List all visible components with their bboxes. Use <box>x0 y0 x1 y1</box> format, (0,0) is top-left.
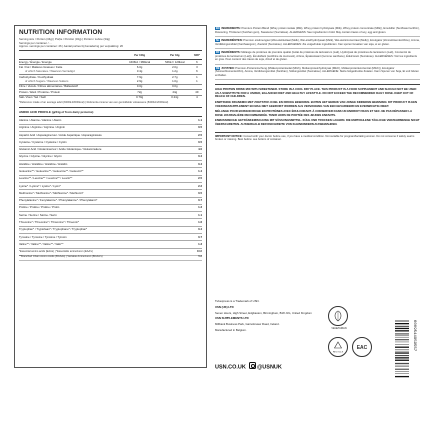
barcode-bar <box>395 339 409 340</box>
amino-row <box>19 146 202 153</box>
nutrition-label: Fat / Fat / Matières Grasses / Fette <box>19 65 121 70</box>
nutrition-per-serving: 0.0g <box>158 84 192 89</box>
ingredient-text: Mélange de protéines de première qualité (Isolat de protéines de lactosérum (Lait), Hydrolysat de protéines de lactosérum (Lait), Concentré de protéines de lactosérum (Lait)), Émulsifiant (Lécithine de tournesol), Arôme, Épaississant (Gomme xanthane), Édulcorant (Sucralose). ALLERGÈNES: Voir les ingrédients en gras. Peut contenir des traces de soja, d'œuf et de gluten. <box>215 51 417 61</box>
amino-name: Methionine* / Methionine* / Méthionine* / Methionin* <box>19 190 188 197</box>
amino-row <box>19 241 202 248</box>
barcode-bar <box>395 360 409 361</box>
warning-text: MÉLANGE POUR BOISSON RICHE EN PROTÉINES AVEC ÉDULCORANT. À CONSERVER DANS UN ENDROIT FRAIS ET SEC. NE PAS DÉPASSER LA DOSE JOURNALIÈRE RECOMMANDÉE. TENIR HORS DE PORTÉE DES JEUNES ENFANTS. <box>215 109 412 117</box>
amino-name: Cysteine / Cysteïne / Cystéine / Cystin <box>19 139 188 146</box>
nutrition-per-serving: 1.0g <box>172 79 178 84</box>
amino-value: 1.4 <box>188 168 202 175</box>
language-flag: DE <box>216 66 220 70</box>
amino-row <box>19 139 202 146</box>
nutrition-per100: 0.0g <box>121 84 158 89</box>
amino-summary-label: **Branched Chain Amino Acids (BCAAs) | Vertakte Aminozuren (BCAA's) <box>19 255 103 259</box>
ingredient-block <box>215 67 420 81</box>
nutrition-ri: 1 <box>192 75 202 80</box>
nutrition-per100: 6.0g <box>121 65 158 70</box>
amino-row <box>19 212 202 219</box>
barcode-bar <box>395 330 409 331</box>
important-notice <box>215 135 420 142</box>
serving-line: Serving size / Portion (34g) | Porție / Porción (34g) | Portion / Lubne (34g) <box>19 38 110 42</box>
amino-row <box>19 226 202 233</box>
nutrition-ri: 6 <box>196 69 198 74</box>
amino-name: Alanine / Alanine / Alanine / Alanin <box>19 117 188 124</box>
nutrition-title: NUTRITION INFORMATION <box>19 29 103 36</box>
amino-row <box>19 197 202 204</box>
nutrition-per100: 3.4g <box>136 69 143 74</box>
notice-heading: IMPORTANT NOTICE: <box>215 134 243 138</box>
ingredient-heading: ZUTATEN: <box>221 66 235 70</box>
amino-name: Serine / Serine / Sérine / Serin <box>19 212 188 219</box>
amino-value: 0.7 <box>188 233 202 240</box>
amino-summary-row <box>19 256 202 261</box>
nutrition-label: of which Saturates / Waarvan Verzadigd <box>25 69 75 74</box>
amino-row <box>19 124 202 131</box>
warning-block <box>215 84 420 133</box>
instagram-icon <box>249 362 256 369</box>
barcode-bar <box>395 363 409 364</box>
amino-value: 1.3 <box>188 241 202 248</box>
amino-value: 4.0 <box>188 146 202 153</box>
nutrition-ri: 4 <box>192 95 202 100</box>
barcode-bar <box>395 369 409 370</box>
nutrition-label: Fibre / Vezels / Fibres alimentaires / Ballaststoff <box>19 84 121 89</box>
social-handle[interactable]: @USNUK <box>256 364 282 371</box>
nutrition-col-header: Per 100g <box>121 54 158 59</box>
manufacturer-address <box>215 300 320 335</box>
barcode <box>395 320 417 380</box>
amino-name: Tyrosine / Tyrosine / Tyrosine / Tyrosin <box>19 233 188 240</box>
amino-name: Histidine / Histidine / Histidine / Histidin <box>19 161 188 168</box>
nutrition-label: Salt / Zout / Sel / Salz <box>19 95 121 100</box>
amino-row <box>19 168 202 175</box>
serving-line: Approx. servings per container: 26 | Aantal porties bij benadering per verpakking: 26 <box>19 44 123 48</box>
barcode-bar <box>395 376 409 377</box>
reference-intake-note: *Reference intake of an average adult (8400kJ/2000kcal) | Referentie-inname van een gemiddelde volwassene (8400kJ/2000kcal) <box>19 100 202 108</box>
manufacturer-area <box>215 300 420 370</box>
vegetarian-icon <box>328 306 348 326</box>
amino-name: Valine** / Valine** / Valine** / Valin** <box>19 241 188 248</box>
ingredient-heading: INGRÉDIENTS: <box>221 51 241 54</box>
amino-value: 1.3 <box>188 204 202 211</box>
ingredient-text: Premium Protein Blend (Whey protein isolate (Milk), Whey protein hydrolysate (Milk), Whey protein concentrate (Milk)), Emulsifier (Sunflower lecithin), Flavouring, Thickener (Xanthan gum), Sweetener (Sucralose). ALLERGENS: See ingredients in bold. May contain traces of soy, egg and gluten. <box>215 27 420 34</box>
nutrition-table <box>19 54 202 100</box>
amino-row <box>19 183 202 190</box>
recycle-icon <box>328 337 348 357</box>
amino-value: 0.5 <box>188 190 202 197</box>
amino-name: Threonine* / Threonine* / Thréonine* / Threonin* <box>19 219 188 226</box>
amino-name: Glutamic Acid / Glutaminezuur / Acide Glutamique / Glutaminsäure <box>19 146 188 153</box>
amino-row <box>19 132 202 139</box>
amino-summary-value: 5.2 <box>198 255 202 259</box>
amino-summary-value: 10.6 <box>196 250 202 254</box>
nutrition-ri: 1 <box>196 79 198 84</box>
language-flag: NL <box>216 39 220 42</box>
warning-text: HIGH PROTEIN DRINK MIX WITH SWEETENER. STORE IN A COOL DRY PLACE. THIS PRODUCT IS A FOOD SUPPLEMENT AND SHOULD NOT BE USED AS A SUBSTITUTE FOR A VARIED, BALANCED DIET AND HEALTHY LIFESTYLE. DO NOT EXCEED THE RECOMMENDED DAILY DOSE. KEEP OUT OF REACH OF CHILDREN. <box>215 87 417 99</box>
amino-value: 0.5 <box>188 139 202 146</box>
trademark-note: Tubexpress is a Trademark of USN. <box>215 299 260 303</box>
leaf-icon <box>329 307 347 325</box>
company-address: Seven Hours, High Street, Edgbaston, Birmingham, B18 JJG, United Kingdom <box>215 310 312 315</box>
nutrition-per-serving: 546kJ / 129kcal <box>158 59 192 64</box>
amino-row <box>19 117 202 124</box>
amino-name: Phenylalanine* / Fenylalanine* / Phénylalanine* / Phenylalanin* <box>19 197 188 204</box>
recycle-label: RECYCLE <box>332 351 344 354</box>
eac-mark-icon <box>353 338 371 356</box>
amino-value: 0.4 <box>188 153 202 160</box>
amino-name: Glycine / Glycine / Glycine / Glycin <box>19 153 188 160</box>
company-address: Millbank Business Park, Garrettsview Road, Ireland. <box>215 322 280 327</box>
amino-value: 1.6 <box>188 219 202 226</box>
amino-name: Isoleucine** / Isoleucine** / Isoleucine** / Isoleucin** <box>19 168 188 175</box>
amino-value: 2.5 <box>188 132 202 139</box>
ingredient-block <box>215 39 420 49</box>
barcode-bar <box>395 355 409 356</box>
website-link[interactable]: USN.CO.UK <box>215 364 246 371</box>
amino-row <box>19 175 202 182</box>
amino-name: Tryptophan* / Tryptofaan* / Tryptophane* / Tryptophan* <box>19 226 188 233</box>
notice-text: Consult with your doctor before use, if you have a medical condition. Not suitable for pregnant/lactating women. Do not consume if safety seal is broken or missing. Best before: see bottom of container. <box>215 134 415 142</box>
ingredient-text: Premium-Proteinmischung (Molkenproteinisolat (Milch), Molkenproteinhydrolysat (Milch), Molkenproteinkonzentrat (Milch)), Emulgator (Sonnenblumenlecithin), Aroma, Verdickungsmittel (Xanthan), Süßungsmittel (Sucralose). ALLERGENE: Siehe fettgedruckte Zutaten. Kann Spuren von Soja, Ei und Gluten enthalten. <box>215 66 419 77</box>
amino-row <box>19 219 202 226</box>
serving-line: Servings per container / ... <box>19 41 52 45</box>
barcode-bar <box>395 352 409 353</box>
nutrition-per-serving: 0.24g <box>158 95 192 100</box>
amino-name: Aspartic Acid / Asparaginezuur / Acide Aspartique / Asparaginsäure <box>19 132 188 139</box>
nutrition-ri: 3 <box>192 65 202 70</box>
amino-summary <box>19 251 202 261</box>
barcode-bar <box>395 328 409 329</box>
serving-info <box>19 38 202 51</box>
nutrition-table-body <box>19 59 202 100</box>
company-name: USN SUPPLEMENTS LTD <box>215 316 249 321</box>
social-links <box>215 362 282 371</box>
ingredient-heading: INGREDIENTS: <box>221 27 241 30</box>
language-flag: EN <box>216 27 220 30</box>
nutrition-ri: 49 <box>192 90 202 95</box>
nutrition-per100: 72g <box>121 90 158 95</box>
eac-label: EAC <box>356 345 368 351</box>
amino-row <box>19 161 202 168</box>
amino-acid-table <box>19 117 202 248</box>
amino-row <box>19 190 202 197</box>
amino-value: 2.2 <box>188 183 202 190</box>
nutrition-per-serving: 2.7g <box>158 75 192 80</box>
nutrition-per-serving: 24g <box>158 90 192 95</box>
amino-value: 0.4 <box>188 226 202 233</box>
ingredient-block <box>215 27 420 37</box>
amino-row <box>19 204 202 211</box>
barcode-bars <box>395 320 409 378</box>
amino-name: Leucine** / Leucine** / Leucine** / Leucin** <box>19 175 188 182</box>
barcode-bar <box>395 334 409 335</box>
nutrition-col-header: %RI* <box>192 54 202 59</box>
ingredient-block <box>215 51 420 65</box>
barcode-number: 6009544959557 <box>412 320 416 352</box>
nutrition-label: Protein / Eiwit / Protéine / Protein <box>19 90 121 95</box>
amino-value: 0.7 <box>188 197 202 204</box>
ingredient-text: Premium eiwitmengsel (Wei-eiwitisolaat (Melk), Wei-eiwithydrolysaat (Melk), Wei-eiwitconcentraat (Melk)), Emulgator (Zonnebloemlecithine), Aroma, Verdikkingsmiddel (Xanthaangom), Zoetstof (Sucralose). ALLERGENEN: Zie vetgedrukte ingrediënten. Kan sporen bevatten van soja, ei en gluten. <box>215 39 420 46</box>
nutrition-per100: 7.9g <box>121 75 158 80</box>
nutrition-col-header: Per 34g <box>158 54 192 59</box>
amino-row <box>19 233 202 240</box>
barcode-bar <box>395 323 409 324</box>
eac-icon <box>352 337 372 357</box>
nutrition-panel <box>14 25 207 368</box>
nutrition-per100: 1606kJ / 380kcal <box>121 59 158 64</box>
barcode-bar <box>395 357 409 358</box>
nutrition-label: Carbohydrate / Koolhydraat <box>19 75 121 80</box>
amino-row <box>19 153 202 160</box>
amino-profile-title: AMINO ACID PROFILE (g/34g of from dairy proteins) <box>19 110 202 117</box>
amino-value: 1.1 <box>188 212 202 219</box>
company-name: USN (UK) LTD <box>215 304 234 309</box>
nutrition-per100: 2.9g <box>136 79 143 84</box>
barcode-bar <box>395 326 409 327</box>
warning-text: EIWEISSREICHE GETRÄNKEMISCHUNG MIT SÜSSUNGSMITTEL. KÜHL UND TROCKEN LAGERN. DIE EMPFOHLENE TÄGLICHE VERZEHRMENGE NICHT ÜBERSCHREITEN. AUSSERHALB DER REICHWEITE VON KLEINKINDERN AUFBEWAHREN. <box>215 118 420 126</box>
nutrition-ri: 6 <box>192 59 202 64</box>
recycle-arrows-icon <box>329 338 347 356</box>
made-in-note: Manufactured in Belgium. <box>215 327 247 332</box>
warning-text: EIWITRIJKE DRANKMIX MET ZOETSTOF. KOEL EN DROOG BEWAREN. BUITEN HET BEREIK VAN JONGE KINDEREN BEWAREN. DIT PRODUCT IS EEN VOEDINGSSUPPLEMENT EN MAG NIET GEBRUIKT WORDEN ALS VERVANGING VAN EEN GEVARIEERD EN EVENWICHTIG DIEET. <box>215 99 418 108</box>
amino-name: Arginine / Arginine / Arginine / Arginin <box>19 124 188 131</box>
nutrition-per-serving: 1.2g <box>172 69 178 74</box>
amino-value: 1.1 <box>188 117 202 124</box>
vegetarian-label: VEGETARIAN <box>331 327 347 330</box>
language-flag: FR <box>216 51 220 54</box>
amino-value: 2.5 <box>188 175 202 182</box>
nutrition-label: of which Sugars / Waarvan Suikers <box>25 79 69 84</box>
amino-name: Proline / Proline / Proline / Prolin <box>19 204 188 211</box>
amino-name: Lysine* / Lysine* / Lysine* / Lysin* <box>19 183 188 190</box>
nutrition-label: Energy / Énergie / Energie <box>19 59 121 64</box>
ingredients-panel <box>215 27 420 142</box>
barcode-bar <box>395 347 409 348</box>
nutrition-per100: 0.70g <box>121 95 158 100</box>
amino-acid-table-body <box>19 117 202 248</box>
ingredient-heading: INGREDIËNTEN: <box>221 39 243 42</box>
nutrition-per-serving: 2.0g <box>158 65 192 70</box>
ingredient-blocks <box>215 27 420 80</box>
amino-value: 0.5 <box>188 124 202 131</box>
amino-summary-label: *Essential amino acids (EAAs) | *Essentiële aminozuren (EAA's) <box>19 250 93 254</box>
amino-value: 0.4 <box>188 161 202 168</box>
